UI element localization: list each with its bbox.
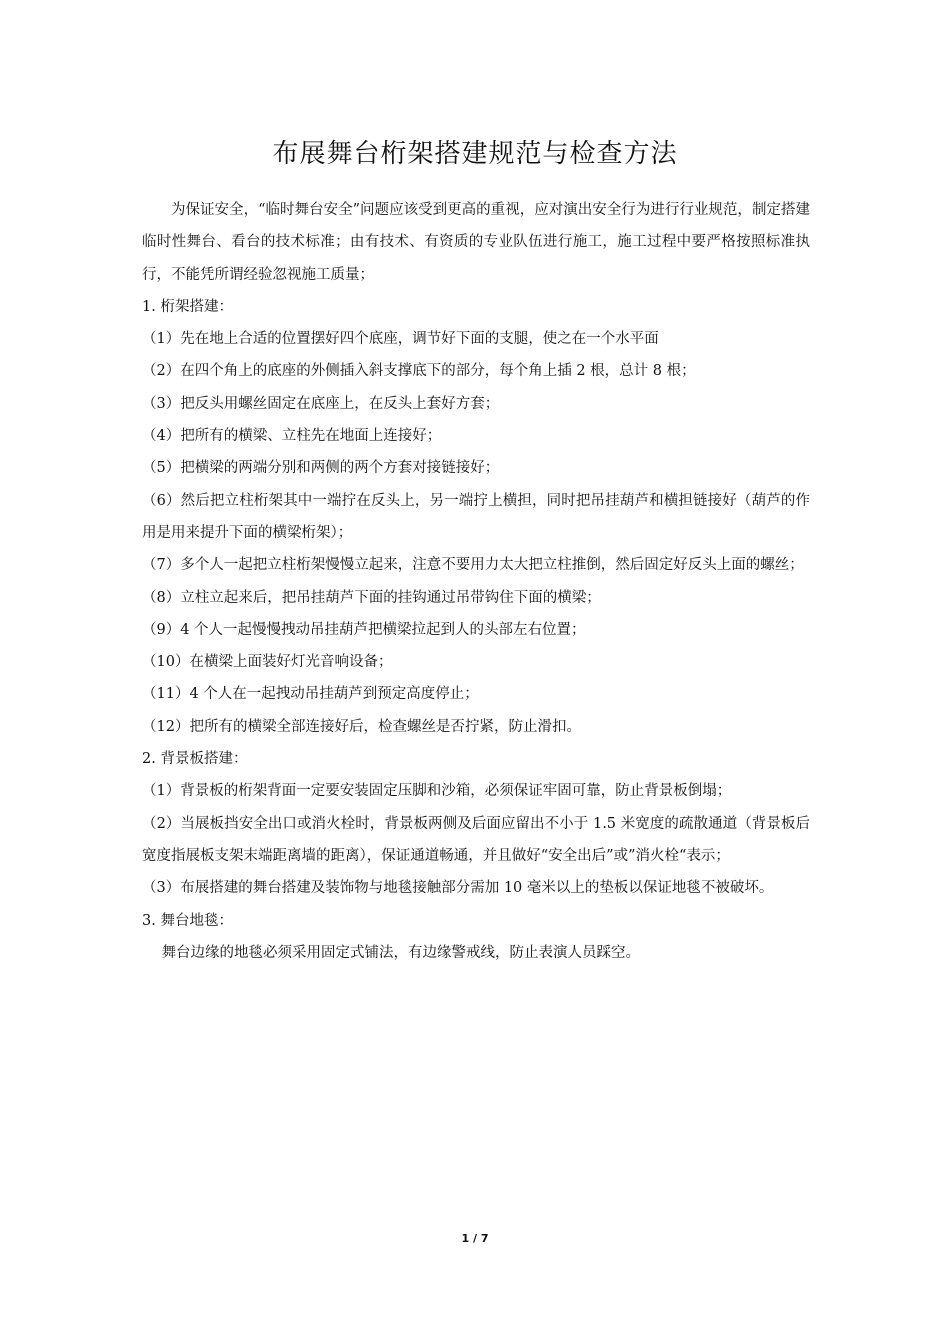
- list-item: （3）布展搭建的舞台搭建及装饰物与地毯接触部分需加 10 毫米以上的垫板以保证地毯不被破坏。: [142, 880, 774, 897]
- list-item: （3）把反头用螺丝固定在底座上，在反头上套好方套；: [142, 395, 500, 412]
- section-heading-backdrop: 2. 背景板搭建：: [142, 751, 248, 768]
- list-item: （2）在四个角上的底座的外侧插入斜支撑底下的部分，每个角上插 2 根，总计 8 根；: [142, 363, 696, 380]
- page-indicator: 1 / 7: [461, 1232, 489, 1245]
- list-item: （4）把所有的横梁、立柱先在地面上连接好；: [142, 428, 442, 445]
- list-item: （7）多个人一起把立柱桁架慢慢立起来，注意不要用力太大把立柱推倒，然后固定好反头上面的螺丝；: [142, 557, 804, 574]
- list-item: （1）先在地上合适的位置摆好四个底座，调节好下面的支腿，使之在一个水平面: [142, 331, 659, 348]
- list-item: （11）4 个人在一起拽动吊挂葫芦到预定高度停止；: [142, 686, 479, 703]
- list-item: （9）4 个人一起慢慢拽动吊挂葫芦把横梁拉起到人的头部左右位置；: [142, 621, 586, 638]
- list-item: （2）当展板挡安全出口或消火栓时，背景板两侧及后面应留出不小于 1.5 米宽度的疏散通道（背景板后宽度指展板支架末端距离墙的距离），保证通道畅通，并且做好“安全出后”或”消火栓“表示；: [142, 815, 810, 864]
- list-item: （10）在横梁上面装好灯光音响设备；: [142, 654, 393, 671]
- section-heading-carpet: 3. 舞台地毯：: [142, 912, 233, 929]
- list-item: （6）然后把立柱桁架其中一端拧在反头上，另一端拧上横担，同时把吊挂葫芦和横担链接好（葫芦的作用是用来提升下面的横梁桁架）；: [142, 492, 810, 541]
- document-body: [142, 194, 810, 969]
- list-item: （12）把所有的横梁全部连接好后，检查螺丝是否拧紧，防止滑扣。: [142, 718, 581, 735]
- section-heading-truss: 1. 桁架搭建：: [142, 298, 233, 315]
- list-item: （5）把横梁的两端分别和两侧的两个方套对接链接好；: [142, 460, 500, 477]
- list-item: （1）背景板的桁架背面一定要安装固定压脚和沙箱，必须保证牢固可靠，防止背景板倒塌；: [142, 783, 732, 800]
- intro-paragraph: 为保证安全，“临时舞台安全”问题应该受到更高的重视，应对演出安全行为进行行业规范，制定搭建临时性舞台、看台的技术标准；由有技术、有资质的专业队伍进行施工，施工过程中要严格按照标准执行，不能凭所谓经验忽视施工质量；: [142, 202, 810, 283]
- carpet-paragraph: 舞台边缘的地毯必须采用固定式铺法，有边缘警戒线，防止表演人员踩空。: [161, 944, 641, 961]
- list-item: （8）立柱立起来后，把吊挂葫芦下面的挂钩通过吊带钩住下面的横梁；: [142, 589, 601, 606]
- document-title: 布展舞台桁架搭建规范与检查方法: [272, 139, 678, 170]
